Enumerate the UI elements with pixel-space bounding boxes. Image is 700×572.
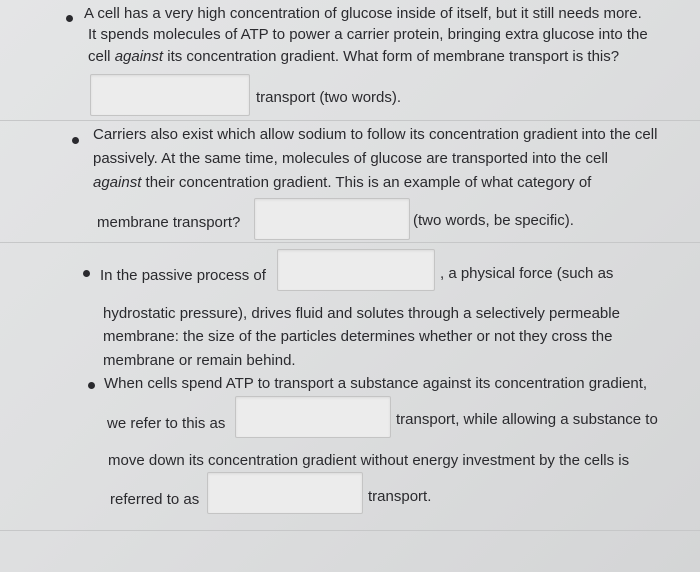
q3-line4: membrane or remain behind. [103, 352, 296, 369]
q4-answer-input-1[interactable] [235, 396, 391, 438]
bullet-q4 [88, 382, 95, 389]
q3-line2: hydrostatic pressure), drives fluid and solutes through a selectively permeable [103, 305, 620, 322]
q1-after-box: transport (two words). [256, 89, 402, 106]
q1-line1: A cell has a very high concentration of glucose inside of itself, but it still needs more. [84, 5, 642, 22]
q2-line3: against their concentration gradient. This is an example of what category of [93, 174, 592, 191]
q1-answer-input[interactable] [90, 74, 250, 116]
q3-answer-input[interactable] [277, 249, 435, 291]
q2-answer-input[interactable] [254, 198, 410, 240]
q4-before-box1: we refer to this as [107, 415, 226, 432]
divider-1 [0, 120, 700, 121]
q2-line2: passively. At the same time, molecules of glucose are transported into the cell [93, 150, 608, 167]
q4-answer-input-2[interactable] [207, 472, 363, 514]
q3-after-box: , a physical force (such as [440, 265, 614, 282]
q4-after-box2: transport. [368, 488, 432, 505]
q2-before-box: membrane transport? [97, 214, 241, 231]
divider-3 [0, 530, 700, 531]
q4-line1: When cells spend ATP to transport a substance against its concentration gradient, [104, 375, 648, 392]
bullet-q2 [72, 137, 79, 144]
q2-after-box: (two words, be specific). [413, 212, 574, 229]
bullet-q3 [83, 270, 90, 277]
q1-line3: cell against its concentration gradient. What form of membrane transport is this? [88, 48, 620, 65]
q3-before-box: In the passive process of [100, 267, 266, 284]
q3-line3: membrane: the size of the particles determines whether or not they cross the [103, 328, 613, 345]
q4-before-box2: referred to as [110, 491, 200, 508]
q2-line1: Carriers also exist which allow sodium to follow its concentration gradient into the cell [93, 126, 658, 143]
divider-2 [0, 242, 700, 243]
q4-after-box1: transport, while allowing a substance to [396, 411, 658, 428]
q1-line2: It spends molecules of ATP to power a carrier protein, bringing extra glucose into the [88, 26, 648, 43]
bullet-q1 [66, 15, 73, 22]
q4-line3: move down its concentration gradient without energy investment by the cells is [108, 452, 630, 469]
